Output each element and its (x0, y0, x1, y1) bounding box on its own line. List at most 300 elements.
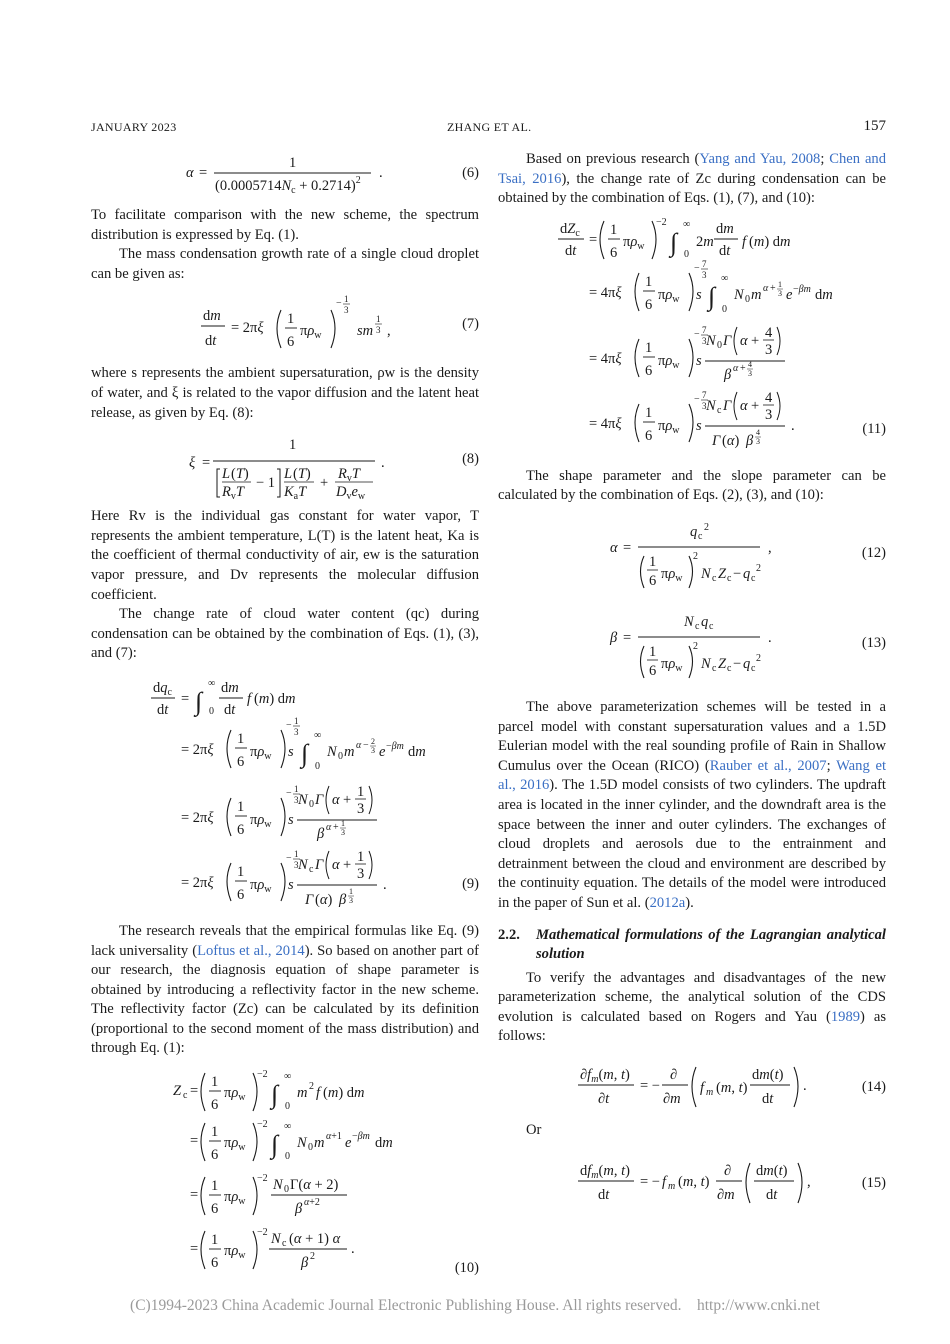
svg-text:dm(t): dm(t) (752, 1067, 784, 1084)
svg-text:−: − (363, 739, 369, 751)
svg-text:c: c (727, 572, 732, 584)
svg-text:(0.0005714Nc + 0.2714)2: $(0.0005714N_c + 0.2714)^2$ (215, 175, 361, 196)
equation-10 (91, 1067, 479, 1295)
svg-text:−: − (336, 298, 342, 310)
equation-9-math (91, 672, 426, 912)
svg-text:α: α (740, 397, 748, 414)
svg-text:3: 3 (702, 400, 707, 411)
svg-text:α: α (332, 856, 340, 873)
copyright-footer: (C)1994-2023 China Academic Journal Electronic Publishing House. All rights reserved. http://www.cnki.net (130, 1297, 820, 1314)
svg-text:(T): (T) (231, 466, 249, 483)
svg-text:β: β (724, 366, 732, 383)
equation-6-number: (6) (462, 164, 479, 181)
svg-text:3: 3 (294, 794, 299, 805)
svg-text:dt: dt (719, 242, 731, 259)
svg-text:=: = (190, 1241, 199, 1258)
svg-text:= 2πξ: = 2πξ (181, 874, 214, 891)
svg-text:c: c (695, 620, 700, 632)
svg-text:∞: ∞ (314, 729, 322, 741)
svg-text:Z: Z (718, 565, 727, 582)
svg-text:0: 0 (338, 750, 343, 762)
svg-text:Γ: Γ (723, 332, 732, 349)
svg-text:m: m (344, 743, 355, 760)
svg-text:1: 1 (294, 848, 299, 859)
svg-text:Γ(α + 2): Γ(α + 2) (290, 1177, 339, 1194)
svg-text:1: 1 (649, 553, 657, 570)
svg-text:0: 0 (284, 1184, 289, 1196)
svg-text:c: c (698, 530, 703, 542)
svg-text:s: s (288, 876, 294, 893)
svg-text:πρw: $\pi\rho_w$ (224, 1135, 246, 1154)
svg-text:3: 3 (748, 368, 752, 378)
svg-text:N: N (327, 743, 337, 760)
svg-text:f: f (700, 1080, 705, 1097)
svg-text:4: 4 (756, 427, 760, 437)
svg-text:∂: ∂ (724, 1162, 732, 1179)
page-number: 157 (863, 118, 886, 134)
svg-text:∞: ∞ (208, 677, 216, 689)
svg-text:(m, t): (m, t) (716, 1080, 748, 1097)
svg-text:,: , (768, 539, 772, 556)
svg-text:0: 0 (722, 303, 727, 315)
svg-text:+: + (343, 856, 352, 873)
svg-text:1: 1 (357, 848, 365, 865)
svg-text:c: c (751, 572, 756, 584)
section-number: 2.2. (498, 926, 520, 943)
equation-11-number: (11) (862, 421, 886, 438)
svg-text:= −: = − (640, 1173, 660, 1190)
svg-text:1: 1 (610, 221, 618, 238)
svg-text:dt: dt (205, 333, 217, 350)
svg-text:α: α (763, 282, 769, 294)
svg-text:e: e (379, 743, 386, 760)
svg-text:dfm(m, t): $df_m(m$, t) (580, 1162, 630, 1181)
svg-text:N: N (701, 565, 711, 582)
svg-text:3: 3 (702, 269, 707, 280)
citation-link[interactable]: Chen and Tsai, 2016 (498, 151, 887, 187)
svg-text:N: N (734, 286, 744, 303)
svg-text:3: 3 (357, 865, 365, 882)
svg-text:c: c (309, 863, 314, 875)
paragraph: The research reveals that the empirical formulas like Eq. (9) lack universality (Loftus et al., 2014). So based on another part of our research, the diagnosis equation of shape parameter is obtained by introducing a reflectivity factor in the new scheme. The reflectivity factor (Zc) can be calculated by its definition (proportional to the second moment of the mass distribution) and through Eq. (1): (91, 922, 479, 1057)
svg-text:.: . (381, 455, 385, 472)
svg-text:=: = (623, 629, 632, 646)
svg-text:+: + (751, 397, 760, 414)
svg-text:6: 6 (237, 753, 245, 770)
svg-text:(α): (α) (315, 891, 333, 908)
svg-text:= 4πξ: = 4πξ (589, 284, 622, 301)
svg-text:6: 6 (649, 662, 657, 679)
svg-text:Γ: Γ (315, 856, 324, 873)
svg-text:f: f (247, 690, 252, 707)
svg-text:α: α (186, 165, 194, 181)
svg-text:πρw: $\pi\rho_w$ (658, 352, 680, 371)
svg-text:β: β (610, 629, 618, 646)
svg-text:f: f (316, 1085, 321, 1102)
svg-text:1: 1 (237, 730, 245, 747)
svg-text:1: 1 (349, 886, 353, 896)
equation-10-math (91, 1067, 401, 1295)
svg-text:RvT: $R_vT$ (222, 484, 244, 503)
svg-text:q: q (743, 565, 751, 582)
svg-text:−: − (286, 787, 292, 799)
svg-text:(T): (T) (293, 466, 311, 483)
svg-text:1: 1 (287, 311, 295, 328)
equation-8-number: (8) (462, 451, 479, 468)
svg-text:−: − (694, 328, 700, 340)
svg-text:dt: dt (598, 1186, 610, 1203)
svg-text:dm: dm (408, 743, 426, 760)
svg-text:∫: ∫ (708, 281, 716, 311)
paragraph: To verify the advantages and disadvantages of the new parameterization scheme, the analytical solution of the CDS evolution is calculated based on Rogers and Yau (1989) as follows: (498, 969, 886, 1045)
svg-text:N: N (298, 856, 308, 873)
svg-text:πρw: $\pi\rho_w$ (658, 417, 680, 436)
svg-text:1: 1 (645, 273, 653, 290)
svg-text:∫: ∫ (271, 1080, 279, 1110)
svg-text:= 4πξ: = 4πξ (589, 415, 622, 432)
svg-text:q: q (701, 613, 709, 630)
equation-15 (498, 1157, 886, 1209)
svg-text:1: 1 (289, 437, 297, 454)
svg-text:πρw: $\pi\rho_w$ (658, 286, 680, 305)
citation-link[interactable]: 2012a (649, 894, 686, 911)
svg-text:3: 3 (376, 325, 381, 336)
equation-7-math (91, 290, 391, 358)
svg-text:,: , (387, 323, 391, 340)
svg-text:πρw: $\pi\rho_w$ (300, 323, 322, 342)
svg-text:,: , (807, 1173, 811, 1190)
paragraph: Based on previous research (Yang and Yau, 2008; Chen and Tsai, 2016), the change rate of Zc during condensation can be obtained by the combination of Eqs. (1), (7), and (10): (498, 151, 887, 207)
svg-text:c: c (712, 572, 717, 584)
svg-text:s: s (696, 352, 702, 369)
left-column (91, 150, 479, 1295)
svg-text:∞: ∞ (683, 218, 691, 230)
svg-text:πρw: $\pi\rho_w$ (250, 743, 272, 762)
svg-text:Γ: Γ (305, 891, 314, 908)
svg-text:N: N (684, 613, 694, 630)
svg-text:1: 1 (341, 818, 345, 828)
svg-text:7: 7 (702, 324, 707, 335)
equation-12-number: (12) (861, 544, 886, 561)
right-column (498, 150, 886, 1209)
equation-12 (498, 520, 886, 590)
svg-text:c: c (282, 1238, 287, 1250)
svg-text:1: 1 (237, 798, 245, 815)
svg-text:s: s (288, 811, 294, 828)
svg-text:m: m (297, 1085, 308, 1102)
svg-text:c: c (727, 662, 732, 674)
svg-text:1: 1 (645, 404, 653, 421)
svg-text:∂m: ∂m (717, 1186, 735, 1203)
running-header-authors: ZHANG ET AL. (447, 120, 532, 134)
paragraph: The change rate of cloud water content (qc) during condensation can be obtained by the combination of Eqs. (1), (3), and (7): (91, 606, 479, 662)
citation-link[interactable]: Rauber et al., 2007 (709, 757, 827, 774)
svg-text:(m) dm: (m) dm (323, 1085, 365, 1102)
svg-text:Dvew: $D_ve_w$ (336, 484, 366, 503)
svg-text:7: 7 (702, 389, 707, 400)
svg-text:dt: dt (766, 1186, 778, 1203)
svg-text:6: 6 (645, 362, 653, 379)
svg-text:2: 2 (371, 736, 375, 746)
svg-text:(m, t): (m, t) (678, 1173, 710, 1190)
svg-text:∞: ∞ (721, 272, 729, 284)
svg-text:s: s (696, 286, 702, 303)
svg-text:3: 3 (357, 800, 365, 817)
equation-7 (91, 290, 479, 358)
svg-text:1: 1 (645, 339, 653, 356)
svg-text:1: 1 (649, 643, 657, 660)
svg-text:dqc: $dq_c$ (153, 679, 172, 698)
svg-text:3: 3 (294, 726, 299, 737)
equation-11 (498, 213, 886, 453)
svg-text:N: N (298, 791, 308, 808)
svg-text:m: m (706, 1087, 714, 1099)
svg-text:2: 2 (704, 521, 709, 533)
svg-text:3: 3 (756, 436, 760, 446)
svg-text:.: . (383, 876, 387, 893)
svg-text:πρw: $\pi\rho_w$ (224, 1085, 246, 1104)
svg-text:=: = (589, 231, 598, 248)
svg-text:= 2πξ: = 2πξ (181, 741, 214, 758)
svg-text:−2: −2 (257, 1069, 268, 1081)
equation-8-math (91, 429, 401, 501)
equation-9 (91, 672, 479, 912)
svg-text:∂t: ∂t (598, 1091, 610, 1108)
svg-text:1: 1 (211, 1232, 219, 1249)
svg-text:f: f (662, 1173, 667, 1190)
svg-text:f: f (742, 233, 747, 250)
svg-text:4: 4 (765, 389, 773, 406)
svg-text:6: 6 (287, 334, 295, 351)
svg-text:4: 4 (765, 324, 773, 341)
svg-text:α+1: α+1 (326, 1131, 342, 1143)
svg-text:Γ: Γ (315, 791, 324, 808)
svg-text:dm(t): dm(t) (756, 1162, 788, 1179)
svg-text:dt: dt (565, 242, 577, 259)
paragraph: The mass condensation growth rate of a single cloud droplet can be given as: (91, 246, 479, 282)
svg-text:= 4πξ: = 4πξ (589, 350, 622, 367)
svg-text:6: 6 (237, 886, 245, 903)
svg-text:−: − (694, 262, 700, 274)
svg-text:1: 1 (211, 1178, 219, 1195)
svg-text:2: 2 (309, 1081, 314, 1093)
svg-text:∫: ∫ (271, 1130, 279, 1160)
svg-text:α: α (332, 791, 340, 808)
svg-text:α: α (356, 739, 362, 751)
svg-text:1: 1 (376, 314, 381, 325)
svg-text:β: β (317, 825, 325, 842)
svg-text:−: − (286, 852, 292, 864)
citation-link[interactable]: 1989 (830, 1008, 861, 1025)
svg-text:πρw: $\pi\rho_w$ (661, 565, 683, 584)
svg-text:α: α (610, 539, 618, 556)
svg-text:6: 6 (649, 572, 657, 589)
svg-text:πρw: $\pi\rho_w$ (250, 811, 272, 830)
svg-text:dm: dm (203, 308, 221, 325)
svg-text:3: 3 (765, 406, 773, 423)
svg-text:m: m (751, 286, 762, 303)
svg-text:.: . (351, 1241, 355, 1258)
citation-link[interactable]: Yang and Yau, 2008 (699, 151, 821, 167)
svg-text:dm: dm (716, 220, 734, 237)
svg-text:Z: Z (173, 1083, 182, 1100)
svg-text:+: + (343, 791, 352, 808)
svg-text:2: 2 (693, 550, 698, 562)
svg-text:−βm: −βm (352, 1131, 370, 1143)
svg-text:=: = (190, 1083, 199, 1100)
svg-text:1: 1 (211, 1074, 219, 1091)
equation-10-number: (10) (454, 1259, 479, 1276)
svg-text:2m: 2m (696, 233, 714, 250)
citation-link[interactable]: Wang et al., 2016 (498, 757, 886, 794)
svg-text:KaT: $K_aT$ (284, 484, 307, 503)
svg-text:+: + (320, 475, 329, 492)
svg-text:1: 1 (344, 294, 349, 305)
svg-text:−: − (733, 565, 742, 582)
svg-text:L: L (222, 466, 231, 483)
svg-text:=: = (623, 539, 632, 556)
svg-text:+: + (740, 362, 746, 374)
svg-text:(m) dm: (m) dm (749, 233, 791, 250)
paragraph: The above parameterization schemes will be tested in a parcel model with constant supersaturation values and a 1.5D Eulerian model with the real sounding profile of Rain in Shallow Cumulus over the Ocean (RICO) (Rauber et al., 2007; Wang et al., 2016). The 1.5D model consists of two cylinders. The updraft area is located in the inner cylinder, and the downdraft area is the space between the inner and outer cylinders. The exchanges of cloud droplets and aerosols due to the entrainment and detrainment between the cloud and environment are described by the continuity equation. The details of the model were introduced in the paper of Sun et al. (2012a). (498, 698, 886, 911)
svg-text:3: 3 (778, 288, 782, 298)
svg-text:∂: ∂ (670, 1067, 678, 1084)
svg-text:N: N (273, 1177, 283, 1194)
svg-text:.: . (768, 629, 772, 646)
svg-text:N: N (706, 397, 716, 414)
paragraph: To facilitate comparison with the new scheme, the spectrum distribution is expressed by Eq. (1). (91, 207, 479, 243)
svg-text:dt: dt (224, 701, 236, 718)
svg-text:α: α (733, 362, 739, 374)
svg-text:3: 3 (344, 305, 349, 316)
equation-13-math (498, 610, 818, 680)
svg-text:+: + (770, 282, 776, 294)
svg-text:6: 6 (645, 427, 653, 444)
svg-text:=: = (190, 1187, 199, 1204)
equation-14 (498, 1061, 886, 1113)
svg-text:1: 1 (357, 783, 365, 800)
paragraph: Or (526, 1122, 542, 1139)
svg-text:+: + (751, 332, 760, 349)
svg-text:3: 3 (341, 827, 345, 837)
citation-link[interactable]: Loftus et al., 2014 (197, 942, 305, 959)
equation-6-math (91, 150, 391, 196)
svg-text:0: 0 (717, 339, 722, 351)
svg-text:= 2πξ: = 2πξ (181, 809, 214, 826)
svg-text:∞: ∞ (284, 1071, 292, 1083)
svg-text:∫: ∫ (195, 686, 203, 716)
svg-text:c: c (717, 404, 722, 416)
svg-text:1: 1 (778, 279, 782, 289)
svg-text:N: N (271, 1231, 281, 1248)
svg-text:dm: dm (221, 679, 239, 696)
svg-text:α: α (740, 332, 748, 349)
svg-text:Γ: Γ (712, 432, 721, 449)
svg-text:6: 6 (211, 1255, 219, 1272)
equation-13-number: (13) (861, 634, 886, 651)
svg-text:β: β (339, 891, 347, 908)
svg-text:−: − (733, 655, 742, 672)
svg-text:0: 0 (315, 760, 320, 772)
svg-text:Z: Z (718, 655, 727, 672)
svg-text:.: . (379, 165, 383, 181)
svg-text:∫: ∫ (301, 738, 309, 768)
svg-text:(α): (α) (722, 432, 740, 449)
svg-text:β: β (295, 1201, 303, 1218)
paragraph: Here Rv is the individual gas constant for water vapor, T represents the ambient temperature, L(T) is the latent heat, Ka is the coefficient of thermal conductivity of air, ew is the saturation vapor pressure, and Dv represents the molecular diffusion coefficient. (91, 508, 479, 603)
svg-text:1: 1 (294, 783, 299, 794)
svg-text:2: 2 (756, 562, 761, 574)
svg-text:(m) dm: (m) dm (254, 690, 296, 707)
equation-7-number: (7) (462, 316, 479, 333)
svg-text:dt: dt (157, 701, 169, 718)
equation-13 (498, 610, 886, 680)
svg-text:=: = (190, 1133, 199, 1150)
svg-text:ξ: ξ (189, 455, 196, 472)
svg-text:1: 1 (237, 863, 245, 880)
svg-text:c: c (751, 662, 756, 674)
svg-text:q: q (690, 523, 698, 540)
svg-text:− 1: − 1 (256, 475, 276, 492)
svg-text:N: N (706, 332, 716, 349)
svg-text:s: s (288, 743, 294, 760)
equation-14-math (498, 1061, 818, 1113)
svg-text:4: 4 (748, 359, 752, 369)
equation-14-number: (14) (861, 1078, 886, 1095)
svg-text:0: 0 (308, 1142, 313, 1154)
svg-text:1: 1 (294, 715, 299, 726)
equation-15-number: (15) (861, 1174, 886, 1191)
svg-text:α: α (326, 821, 332, 833)
svg-text:6: 6 (211, 1201, 219, 1218)
svg-text:πρw: $\pi\rho_w$ (623, 233, 645, 252)
svg-text:0: 0 (684, 248, 689, 260)
svg-text:e: e (345, 1135, 352, 1152)
svg-text:6: 6 (211, 1147, 219, 1164)
equation-15-math (498, 1157, 818, 1209)
svg-text:−2: −2 (257, 1227, 268, 1239)
svg-text:sm: sm (357, 323, 374, 340)
svg-text:dZc: $dZ_c$ (560, 220, 580, 239)
running-header-date: JANUARY 2023 (91, 120, 177, 134)
svg-text:m: m (314, 1135, 325, 1152)
svg-text:c: c (712, 662, 717, 674)
paragraph: The shape parameter and the slope parameter can be calculated by the combination of Eqs. (2), (3), and (10): (498, 467, 886, 504)
svg-text:3: 3 (702, 335, 707, 346)
svg-text:α+2: α+2 (304, 1197, 320, 1209)
svg-text:6: 6 (645, 296, 653, 313)
svg-text:q: q (743, 655, 751, 672)
svg-text:3: 3 (294, 859, 299, 870)
svg-text:0: 0 (285, 1151, 290, 1163)
svg-text:6: 6 (211, 1097, 219, 1114)
svg-text:−: − (694, 393, 700, 405)
svg-text:∂m: ∂m (663, 1091, 681, 1108)
svg-text:πρw: $\pi\rho_w$ (661, 655, 683, 674)
svg-text:6: 6 (237, 821, 245, 838)
svg-text:s: s (696, 417, 702, 434)
paragraph: where s represents the ambient supersaturation, ρw is the density of water, and ξ is related to the vapor diffusion and the latent heat release, as given by Eq. (8): (91, 365, 479, 421)
svg-text:2: 2 (756, 652, 761, 664)
svg-text:∞: ∞ (284, 1121, 292, 1133)
svg-text:e: e (786, 286, 793, 303)
svg-text:2: 2 (310, 1251, 315, 1263)
svg-text:πρw: $\pi\rho_w$ (224, 1189, 246, 1208)
svg-text:1: 1 (289, 155, 297, 171)
svg-text:−2: −2 (257, 1173, 268, 1185)
svg-text:N: N (297, 1135, 307, 1152)
svg-text:3: 3 (765, 341, 773, 358)
